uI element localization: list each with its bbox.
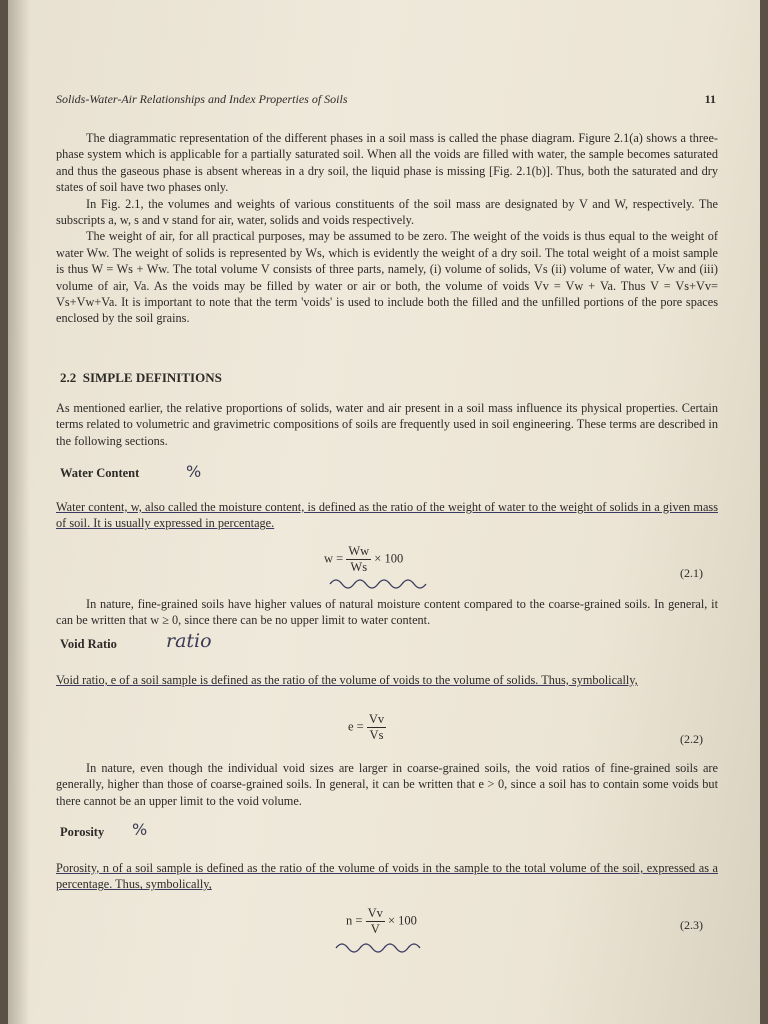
paragraph-phase-diagram: The diagrammatic representation of the different phases in a soil mass is called the phase diagram. Figure 2.1(a) shows a three-phase system which is applicable for a partially saturated soil. When all the voids are filled with water, the sample becomes saturated and thus the gaseous phase is absent whereas in a dry soil, the liquid phase is missing [Fig. 2.1(b)]. Thus, both the saturated and dry states of soil have two phases only. [56,131,718,195]
equation-void-ratio [348,712,386,743]
intro-paragraphs [56,130,718,327]
handwritten-percent-mark: % [132,820,148,839]
fraction-numerator: Vv [367,906,383,920]
handwritten-squiggle [328,576,428,590]
book-page [8,0,760,1024]
equation-porosity [346,906,417,937]
header-title: Solids-Water-Air Relationships and Index Properties of Soils [56,92,348,106]
void-ratio-heading: Void Ratio [60,637,117,651]
fraction-denominator: Ws [350,560,368,574]
equation-number: (2.2) [680,732,703,746]
section-title: SIMPLE DEFINITIONS [82,370,222,385]
water-content-heading: Water Content [60,466,140,480]
water-content-note-block [56,596,718,629]
handwritten-squiggle [334,940,424,954]
fraction-numerator: Vv [368,712,385,726]
fraction-denominator: Vs [369,728,384,742]
fraction [346,544,371,575]
void-ratio-note-block [56,760,718,809]
equation-water-content [324,544,403,575]
eq-rhs: × 100 [374,551,404,566]
equation-number: (2.1) [680,566,703,580]
fraction [366,906,385,937]
eq-lhs: n = [346,913,363,928]
void-ratio-definition: Void ratio, e of a soil sample is defined as the ratio of the volume of voids to the volume of solids. Thus, symbolically, [56,673,638,687]
section-heading [60,370,222,386]
section-intro-text: As mentioned earlier, the relative proportions of solids, water and air present in a soil mass influence its physical properties. Certain terms related to volumetric and gravimetric compositions of soils are frequently used in soil engineering. These terms are described in the following sections. [56,401,718,448]
eq-rhs: × 100 [387,913,417,928]
handwritten-percent-mark: % [186,462,202,481]
void-ratio-definition-block [56,672,718,688]
porosity-heading: Porosity [60,825,105,839]
page-edge-shadow [8,0,30,1024]
water-content-note: In nature, fine-grained soils have higher values of natural moisture content compared to the coarse-grained soils. In general, it can be written that w ≥ 0, since there can be no upper limit to water content. [56,597,718,628]
water-content-definition: Water content, w, also called the moisture content, is defined as the ratio of the weight of water to the weight of solids in a given mass of soil. It is usually expressed in percentage. [56,500,718,531]
section-intro [56,400,718,449]
section-number: 2.2 [60,370,77,385]
porosity-definition: Porosity, n of a soil sample is defined as the ratio of the volume of voids in the sample to the total volume of the soil, expressed as a percentage. Thus, symbolically, [56,861,718,892]
paragraph-weights-volumes: The weight of air, for all practical purposes, may be assumed to be zero. The weight of the voids is thus equal to the weight of water Ww. The weight of solids is represented by Ws, which is evidently the weight of a dry soil. The total weight of a moist sample is thus W = Ws + Ww. The total volume V consists of three parts, namely, (i) volume of solids, Vs (ii) volume of water, Vw and (iii) volume of air, Va. As the voids may be filled by water or air or both, the volume of voids Vv = Vw + Va. Thus V = Vs+Vv= Vs+Vw+Va. It is important to note that the term 'voids' is used to include both the filled and the unfilled portions of the pore spaces enclosed by the soil grains. [56,229,718,326]
fraction [367,712,386,743]
void-ratio-note: In nature, even though the individual void sizes are larger in coarse-grained soils, the void ratios of fine-grained soils are generally, higher than those of coarse-grained soils. In general, it can be written that e > 0, since a soil has to contain some voids but there cannot be an upper limit to the void volume. [56,761,718,808]
equation-number: (2.3) [680,918,703,932]
running-header [56,92,716,107]
fraction-denominator: V [370,922,380,936]
paragraph-designations: In Fig. 2.1, the volumes and weights of various constituents of the soil mass are designated by V and W, respectively. The subscripts a, w, s and v stand for air, water, solids and voids respectively. [56,196,718,228]
eq-lhs: w = [324,551,344,566]
fraction-numerator: Ww [348,544,370,558]
handwritten-note: ratio [166,630,212,652]
eq-lhs: e = [348,719,364,734]
water-content-definition-block [56,499,718,532]
page-number: 11 [704,92,716,106]
porosity-definition-block [56,860,718,893]
